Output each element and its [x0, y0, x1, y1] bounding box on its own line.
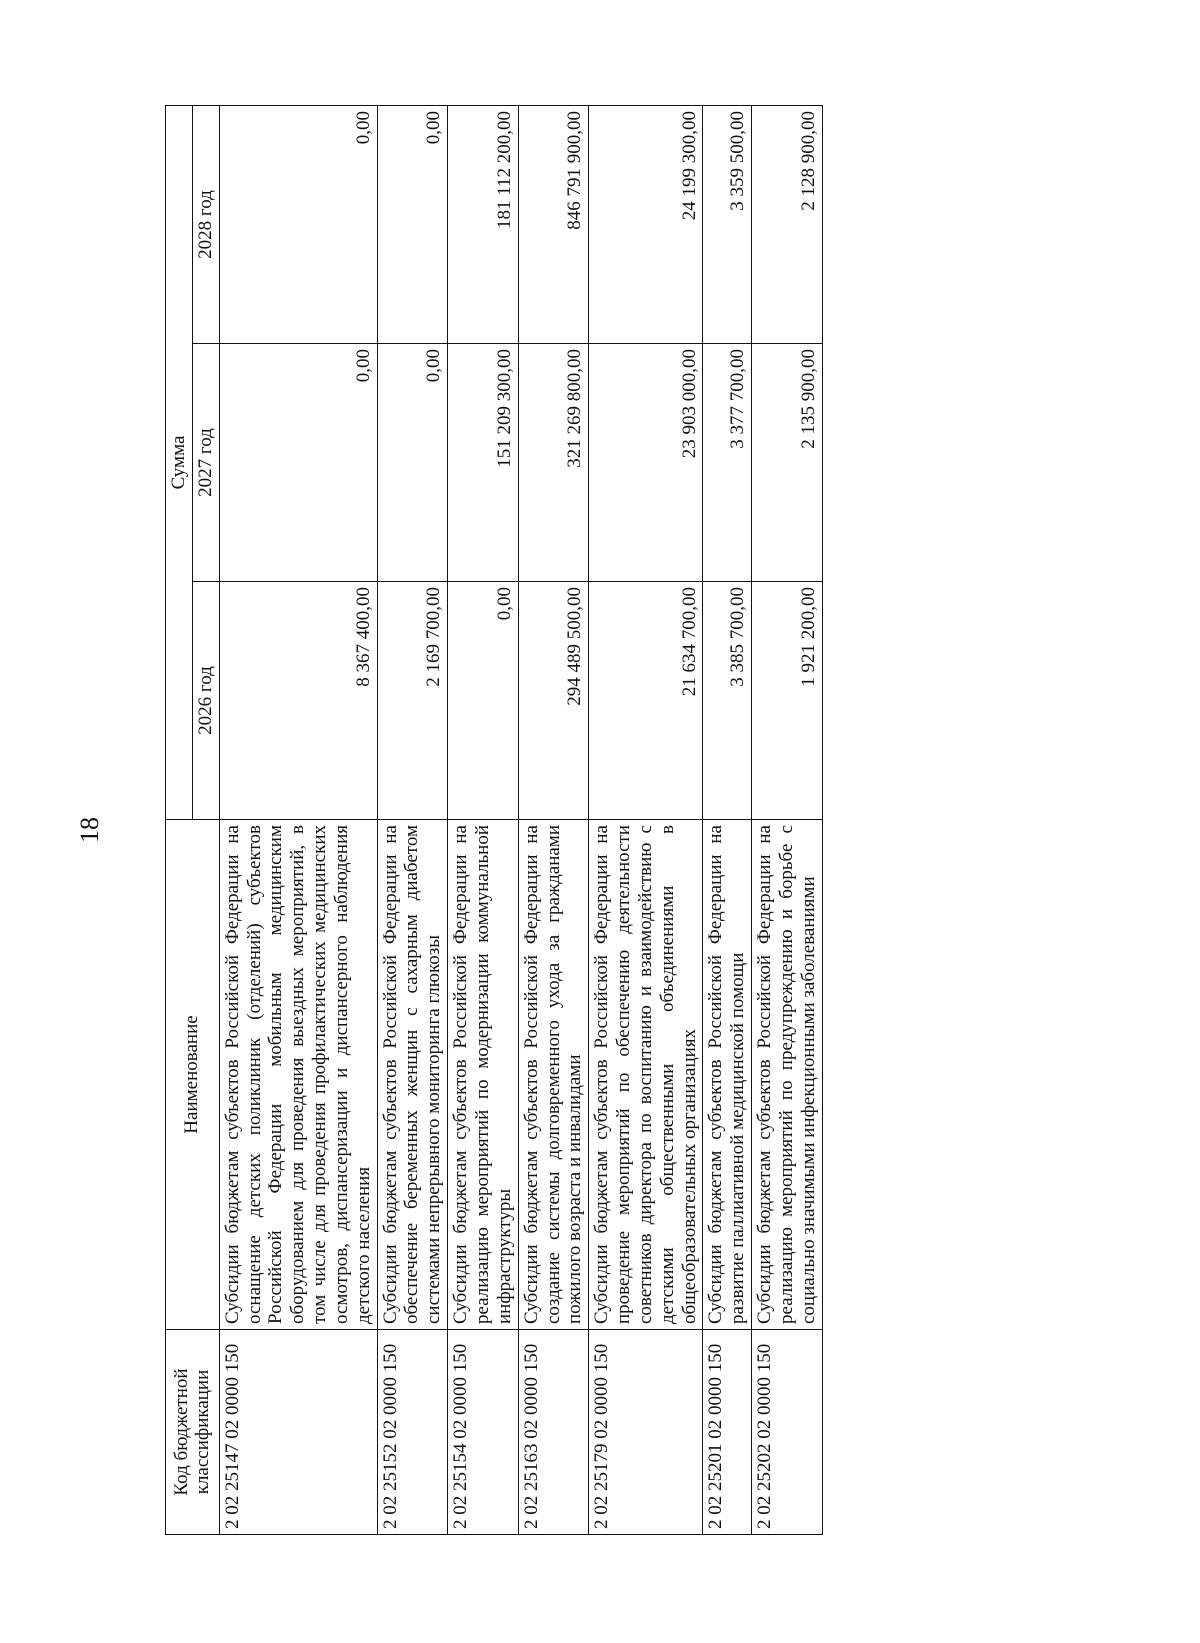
row-value-2027: 23 903 000,00 — [589, 344, 703, 582]
row-value-2028: 2 128 900,00 — [752, 105, 823, 343]
row-name: Субсидии бюджетам субъектов Российской Федерации на оснащение детских поликлиник (отделений) субъектов Российской Федерации мобильным медицинским оборудованием для проведения выездных мероприятий, в том числе для проведения профилактических медицинских осмотров, диспансеризации и диспансерного наблюдения детского населения — [219, 820, 377, 1330]
header-code: Код бюджетной классификации — [166, 1330, 220, 1535]
header-sum: Сумма — [166, 105, 193, 819]
row-value-2027: 321 269 800,00 — [518, 344, 589, 582]
table-row — [703, 105, 752, 1534]
row-name: Субсидии бюджетам субъектов Российской Федерации на обеспечение беременных женщин с сахарным диабетом системами непрерывного мониторинга глюкозы — [377, 820, 448, 1330]
row-value-2026: 2 169 700,00 — [377, 582, 448, 820]
row-value-2027: 151 209 300,00 — [448, 344, 519, 582]
row-value-2027: 2 135 900,00 — [752, 344, 823, 582]
row-code: 2 02 25152 02 0000 150 — [377, 1330, 448, 1535]
row-value-2026: 21 634 700,00 — [589, 582, 703, 820]
row-value-2026: 8 367 400,00 — [219, 582, 377, 820]
row-name: Субсидии бюджетам субъектов Российской Федерации на развитие паллиативной медицинской помощи — [703, 820, 752, 1330]
row-code: 2 02 25201 02 0000 150 — [703, 1330, 752, 1535]
row-code: 2 02 25147 02 0000 150 — [219, 1330, 377, 1535]
table-row — [752, 105, 823, 1534]
row-value-2026: 0,00 — [448, 582, 519, 820]
header-row-top — [166, 105, 193, 1534]
row-code: 2 02 25154 02 0000 150 — [448, 1330, 519, 1535]
header-year-2027: 2027 год — [192, 344, 219, 582]
table-row — [518, 105, 589, 1534]
row-value-2027: 3 377 700,00 — [703, 344, 752, 582]
row-value-2027: 0,00 — [219, 344, 377, 582]
row-value-2026: 1 921 200,00 — [752, 582, 823, 820]
table-row — [448, 105, 519, 1534]
row-code: 2 02 25202 02 0000 150 — [752, 1330, 823, 1535]
row-name: Субсидии бюджетам субъектов Российской Федерации на создание системы долговременного ухода за гражданами пожилого возраста и инвалидами — [518, 820, 589, 1330]
row-value-2028: 0,00 — [377, 105, 448, 343]
row-value-2028: 181 112 200,00 — [448, 105, 519, 343]
row-value-2028: 24 199 300,00 — [589, 105, 703, 343]
row-value-2026: 3 385 700,00 — [703, 582, 752, 820]
header-name: Наименование — [166, 820, 220, 1330]
row-code: 2 02 25163 02 0000 150 — [518, 1330, 589, 1535]
row-value-2027: 0,00 — [377, 344, 448, 582]
table-row — [219, 105, 377, 1534]
header-year-2026: 2026 год — [192, 582, 219, 820]
row-name: Субсидии бюджетам субъектов Российской Федерации на проведение мероприятий по обеспечению деятельности советников директора по воспитанию и взаимодействию с детскими общественными объединениями в общеобразовательных организациях — [589, 820, 703, 1330]
row-value-2028: 846 791 900,00 — [518, 105, 589, 343]
row-value-2028: 0,00 — [219, 105, 377, 343]
table-row — [377, 105, 448, 1534]
budget-table — [165, 105, 823, 1535]
row-code: 2 02 25179 02 0000 150 — [589, 1330, 703, 1535]
table-row — [589, 105, 703, 1534]
row-name: Субсидии бюджетам субъектов Российской Федерации на реализацию мероприятий по предупреждению и борьбе с социально значимыми инфекционными заболеваниями — [752, 820, 823, 1330]
row-value-2026: 294 489 500,00 — [518, 582, 589, 820]
budget-table-sheet — [165, 105, 935, 1535]
header-year-2028: 2028 год — [192, 105, 219, 343]
page-number: 18 — [75, 817, 104, 843]
row-name: Субсидии бюджетам субъектов Российской Федерации на реализацию мероприятий по модернизации коммунальной инфраструктуры — [448, 820, 519, 1330]
row-value-2028: 3 359 500,00 — [703, 105, 752, 343]
